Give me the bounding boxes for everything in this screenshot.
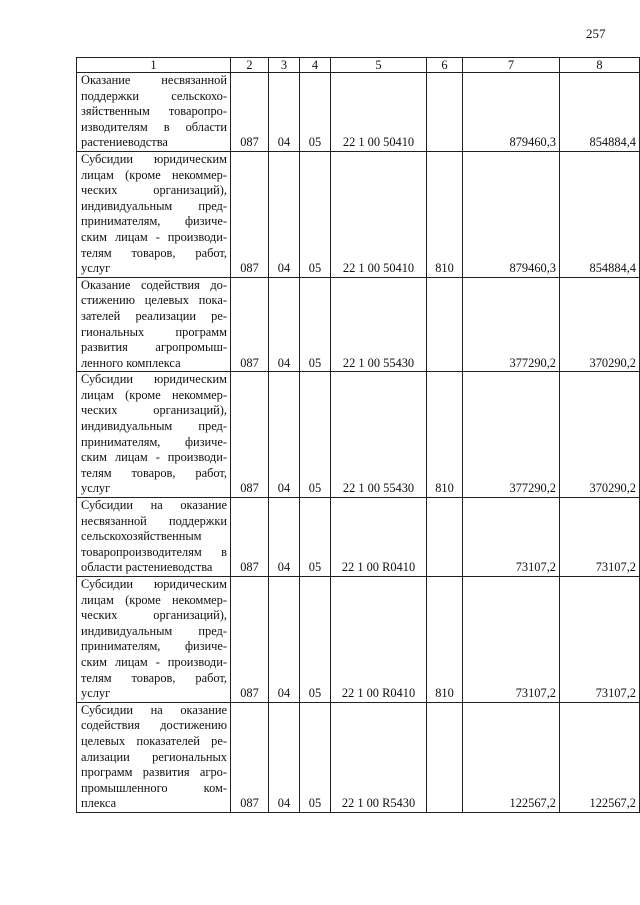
table-row (77, 277, 640, 372)
name-line: несвязанной поддержки (81, 513, 227, 528)
table-row (77, 372, 640, 498)
name-line: изводителям в области (81, 119, 227, 134)
cell-target-article: 22 1 00 50410 (331, 73, 427, 152)
cell-main-admin-code: 087 (231, 702, 269, 812)
header-cell: 8 (560, 58, 640, 73)
name-line: ским лицам - производи- (81, 229, 227, 244)
cell-amount-year1: 377290,2 (463, 277, 560, 372)
name-line: сельскохозяйственным (81, 529, 202, 544)
cell-expense-type: 810 (427, 577, 463, 703)
table-row (77, 498, 640, 577)
name-line: индивидуальным пред- (81, 419, 227, 434)
name-line: гиональных программ (81, 324, 227, 339)
name-line: лицам (кроме некоммер- (81, 592, 227, 607)
name-line: принимателям, физиче- (81, 639, 227, 654)
cell-main-admin-code: 087 (231, 498, 269, 577)
cell-section-code: 04 (269, 498, 300, 577)
name-line: телям товаров, работ, (81, 245, 227, 260)
cell-name (77, 151, 231, 277)
cell-amount-year2: 854884,4 (560, 73, 640, 152)
cell-expense-type: 810 (427, 151, 463, 277)
name-line: поддержки сельскохо- (81, 88, 227, 103)
cell-subsection-code: 05 (300, 498, 331, 577)
table-row (77, 577, 640, 703)
cell-target-article: 22 1 00 R0410 (331, 577, 427, 703)
cell-name (77, 73, 231, 152)
name-line: Субсидии юридическим (81, 577, 227, 591)
cell-name (77, 577, 231, 703)
cell-main-admin-code: 087 (231, 73, 269, 152)
cell-subsection-code: 05 (300, 73, 331, 152)
name-line: Субсидии юридическим (81, 151, 227, 166)
name-line: Оказание содействия до- (81, 277, 227, 292)
cell-main-admin-code: 087 (231, 577, 269, 703)
name-line: ленного комплекса (81, 355, 181, 370)
header-cell: 2 (231, 58, 269, 73)
header-cell: 4 (300, 58, 331, 73)
name-line: услуг (81, 481, 111, 496)
cell-subsection-code: 05 (300, 702, 331, 812)
name-line: индивидуальным пред- (81, 198, 227, 213)
cell-subsection-code: 05 (300, 372, 331, 498)
cell-subsection-code: 05 (300, 577, 331, 703)
table-row (77, 151, 640, 277)
cell-expense-type (427, 498, 463, 577)
name-line: индивидуальным пред- (81, 623, 227, 638)
cell-amount-year2: 122567,2 (560, 702, 640, 812)
table-header-row (77, 58, 640, 73)
cell-name (77, 277, 231, 372)
cell-section-code: 04 (269, 151, 300, 277)
page-number: 257 (586, 26, 606, 41)
cell-amount-year2: 73107,2 (560, 498, 640, 577)
cell-section-code: 04 (269, 577, 300, 703)
name-line: ализации региональных (81, 749, 227, 764)
name-line: Субсидии на оказание (81, 702, 227, 717)
header-cell: 6 (427, 58, 463, 73)
cell-target-article: 22 1 00 55430 (331, 277, 427, 372)
name-line: ским лицам - производи- (81, 450, 227, 465)
name-line: целевых показателей ре- (81, 733, 227, 748)
name-line: Субсидии юридическим (81, 372, 227, 387)
cell-name (77, 702, 231, 812)
name-line: зателей реализации ре- (81, 308, 227, 323)
name-line: плекса (81, 796, 117, 811)
cell-target-article: 22 1 00 R5430 (331, 702, 427, 812)
cell-name (77, 372, 231, 498)
name-line: стижению целевых пока- (81, 293, 227, 308)
name-line: телям товаров, работ, (81, 670, 227, 685)
cell-subsection-code: 05 (300, 277, 331, 372)
name-line: услуг (81, 261, 111, 276)
name-line: ческих организаций), (81, 183, 227, 198)
name-line: услуг (81, 686, 111, 701)
cell-expense-type: 810 (427, 372, 463, 498)
name-line: зяйственным товаропро- (81, 104, 227, 119)
cell-amount-year1: 73107,2 (463, 498, 560, 577)
cell-amount-year1: 377290,2 (463, 372, 560, 498)
name-line: растениеводства (81, 135, 168, 150)
cell-amount-year1: 879460,3 (463, 151, 560, 277)
name-line: ческих организаций), (81, 608, 227, 623)
name-line: Оказание несвязанной (81, 73, 227, 87)
name-line: телям товаров, работ, (81, 465, 227, 480)
cell-name (77, 498, 231, 577)
header-cell: 7 (463, 58, 560, 73)
cell-amount-year1: 879460,3 (463, 73, 560, 152)
cell-amount-year1: 73107,2 (463, 577, 560, 703)
name-line: Субсидии на оказание (81, 498, 227, 513)
cell-section-code: 04 (269, 702, 300, 812)
name-line: принимателям, физиче- (81, 434, 227, 449)
name-line: ческих организаций), (81, 403, 227, 418)
cell-main-admin-code: 087 (231, 151, 269, 277)
name-line: содействия достижению (81, 718, 227, 733)
name-line: лицам (кроме некоммер- (81, 167, 227, 182)
name-line: программ развития агро- (81, 765, 227, 780)
name-line: лицам (кроме некоммер- (81, 387, 227, 402)
cell-target-article: 22 1 00 R0410 (331, 498, 427, 577)
name-line: развития агропромыш- (81, 340, 227, 355)
cell-expense-type (427, 702, 463, 812)
cell-amount-year2: 370290,2 (560, 277, 640, 372)
header-cell: 1 (77, 58, 231, 73)
cell-amount-year2: 854884,4 (560, 151, 640, 277)
cell-main-admin-code: 087 (231, 372, 269, 498)
name-line: принимателям, физиче- (81, 214, 227, 229)
cell-target-article: 22 1 00 50410 (331, 151, 427, 277)
table-row (77, 73, 640, 152)
name-line: товаропроизводителям в (81, 544, 227, 559)
cell-expense-type (427, 277, 463, 372)
cell-section-code: 04 (269, 277, 300, 372)
header-cell: 3 (269, 58, 300, 73)
cell-amount-year2: 73107,2 (560, 577, 640, 703)
budget-table (76, 57, 640, 813)
name-line: ским лицам - производи- (81, 654, 227, 669)
table-row (77, 702, 640, 812)
cell-target-article: 22 1 00 55430 (331, 372, 427, 498)
cell-amount-year2: 370290,2 (560, 372, 640, 498)
cell-subsection-code: 05 (300, 151, 331, 277)
cell-section-code: 04 (269, 73, 300, 152)
name-line: области растениеводства (81, 560, 213, 575)
cell-main-admin-code: 087 (231, 277, 269, 372)
name-line: промышленного ком- (81, 780, 227, 795)
cell-amount-year1: 122567,2 (463, 702, 560, 812)
cell-section-code: 04 (269, 372, 300, 498)
header-cell: 5 (331, 58, 427, 73)
cell-expense-type (427, 73, 463, 152)
